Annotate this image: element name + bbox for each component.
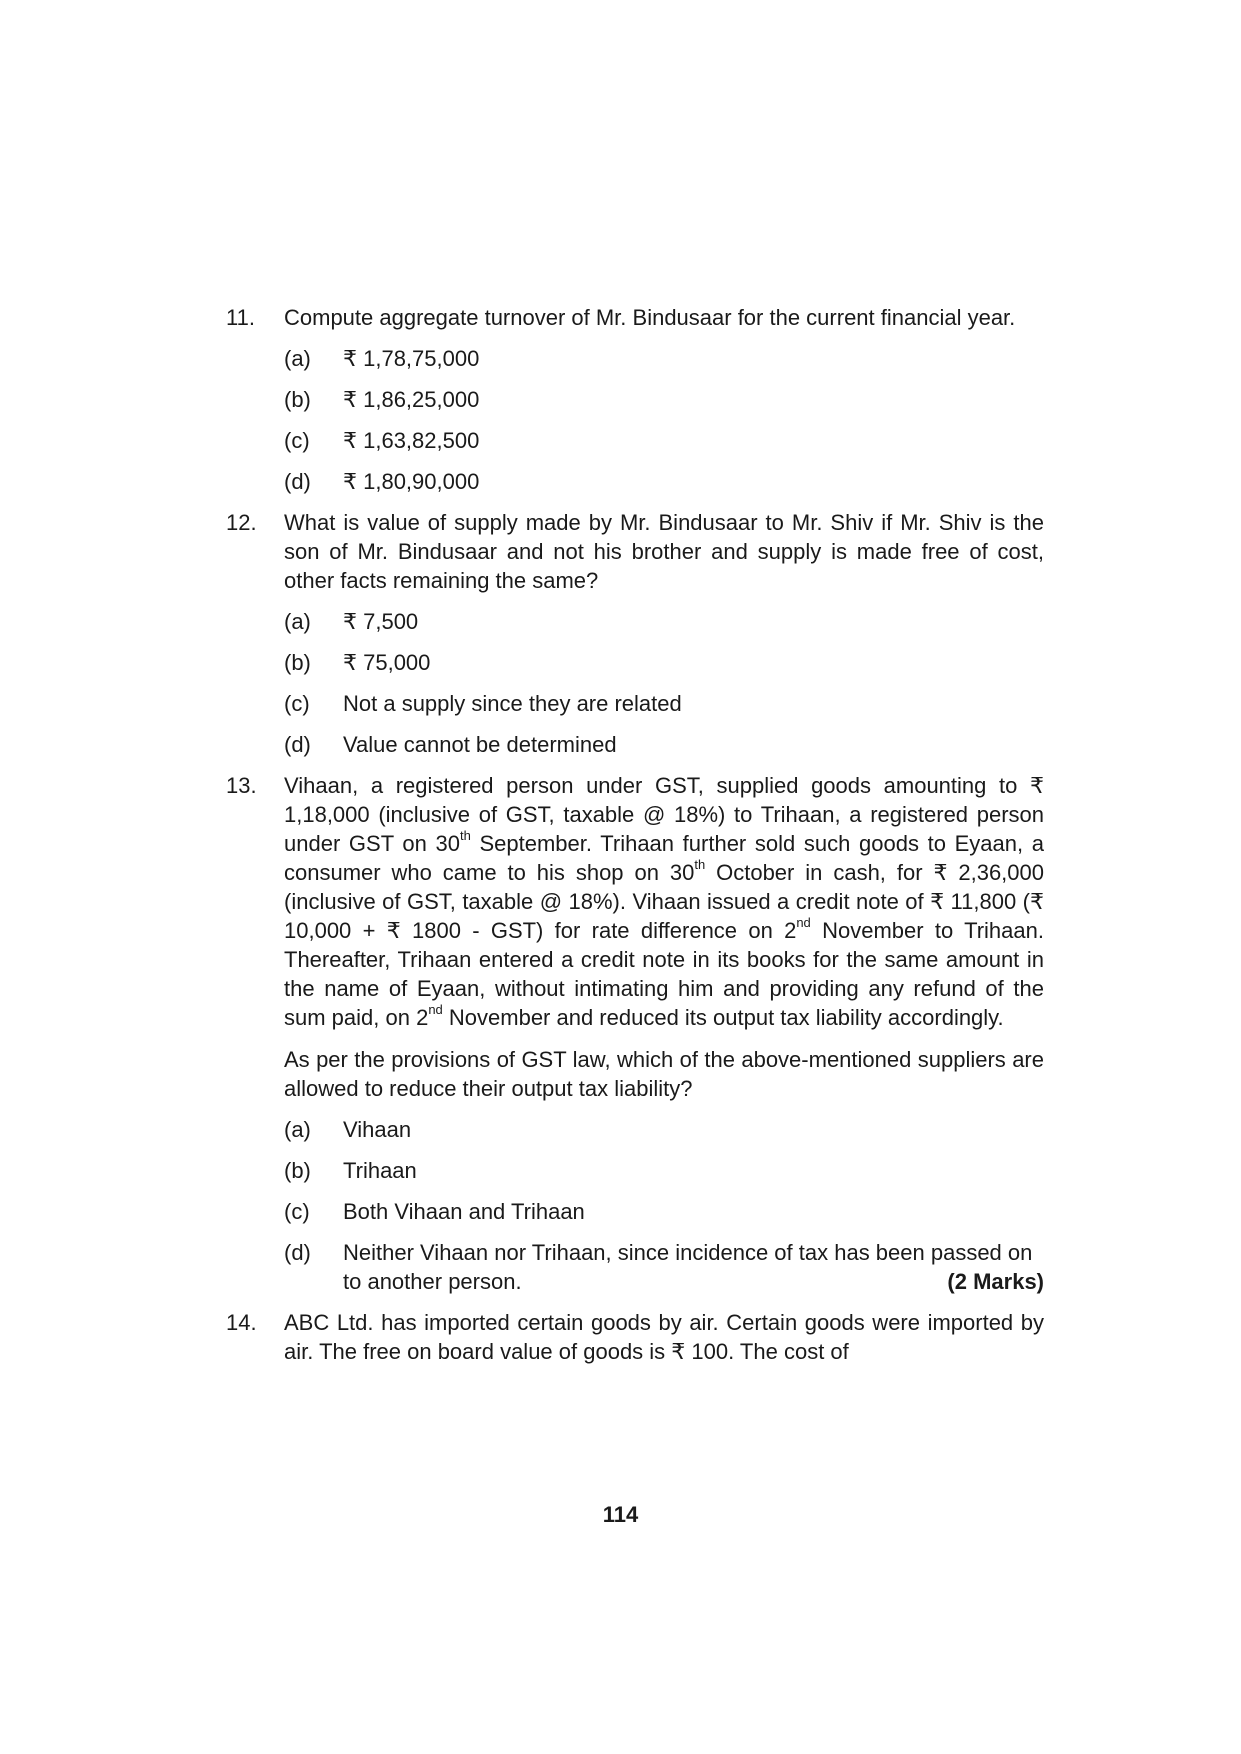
option-label: (b)	[284, 1158, 311, 1183]
ordinal-suffix: nd	[796, 914, 811, 930]
text-segment: November to Trihaan. Thereafter, Trihaan entered a credit note in its books for the same amount in the name of Eyaan, without intimating him and providing any refund of the sum paid, on 2	[284, 918, 1044, 1030]
option-b	[284, 1156, 1044, 1185]
option-text: ₹ 1,80,90,000	[343, 469, 480, 494]
question-12	[226, 508, 1044, 759]
option-text: ₹ 75,000	[343, 650, 431, 675]
ordinal-suffix: th	[459, 827, 471, 843]
question-prompt: As per the provisions of GST law, which of the above-mentioned suppliers are allowed to reduce their output tax liability?	[284, 1047, 1044, 1101]
option-list	[284, 607, 1044, 759]
question-13	[226, 771, 1044, 1296]
question-number: 11.	[226, 305, 255, 330]
option-text: ₹ 7,500	[343, 609, 419, 634]
option-text: Both Vihaan and Trihaan	[343, 1199, 585, 1224]
question-text: What is value of supply made by Mr. Bindusaar to Mr. Shiv if Mr. Shiv is the son of Mr. Bindusaar and not his brother and supply is made free of cost, other facts remaining the same?	[284, 510, 1044, 593]
option-text: Not a supply since they are related	[343, 691, 682, 716]
option-label: (d)	[284, 469, 311, 494]
option-b	[284, 385, 1044, 414]
option-a	[284, 1115, 1044, 1144]
text-segment: October in cash, for ₹ 2,36,000 (inclusive of GST, taxable @ 18%). Vihaan issued a credit note of ₹ 11,800 (₹ 10,000 + ₹ 1800 - GST) for rate difference on 2	[284, 860, 1044, 943]
option-label: (a)	[284, 609, 311, 634]
text-segment: September. Trihaan further sold such goods to Eyaan, a consumer who came to his shop on 30	[284, 831, 1044, 885]
option-list	[284, 1115, 1044, 1296]
option-label: (a)	[284, 346, 311, 371]
option-d	[284, 1238, 1044, 1296]
option-label: (d)	[284, 1240, 311, 1265]
option-text: ₹ 1,78,75,000	[343, 346, 480, 371]
option-list	[284, 344, 1044, 496]
text-segment: November and reduced its output tax liability accordingly.	[442, 1005, 1004, 1030]
option-d	[284, 467, 1044, 496]
option-text: ₹ 1,86,25,000	[343, 387, 480, 412]
question-11	[226, 303, 1044, 496]
text-segment: Vihaan, a registered person under GST, supplied goods amounting to ₹ 1,18,000 (inclusive of GST, taxable @ 18%) to Trihaan, a registered person under GST on 30	[284, 773, 1044, 856]
page-number: 114	[602, 1502, 639, 1527]
option-c	[284, 689, 1044, 718]
question-text	[284, 771, 1044, 1032]
option-label: (b)	[284, 650, 311, 675]
option-label: (c)	[284, 1199, 310, 1224]
option-label: (c)	[284, 691, 310, 716]
question-list	[226, 303, 1044, 1378]
option-label: (d)	[284, 732, 311, 757]
question-text: Compute aggregate turnover of Mr. Bindusaar for the current financial year.	[284, 305, 1016, 330]
option-label: (c)	[284, 428, 310, 453]
ordinal-suffix: nd	[428, 1001, 443, 1017]
option-a	[284, 344, 1044, 373]
question-number: 14.	[226, 1310, 257, 1335]
question-14	[226, 1308, 1044, 1366]
option-text: Neither Vihaan nor Trihaan, since incidence of tax has been passed on to another person.	[343, 1240, 1033, 1294]
ordinal-suffix: th	[694, 856, 706, 872]
option-b	[284, 648, 1044, 677]
option-text: Value cannot be determined	[343, 732, 617, 757]
option-a	[284, 607, 1044, 636]
question-number: 13.	[226, 773, 257, 798]
option-text: Vihaan	[343, 1117, 412, 1142]
option-d	[284, 730, 1044, 759]
option-c	[284, 1197, 1044, 1226]
question-number: 12.	[226, 510, 257, 535]
option-label: (b)	[284, 387, 311, 412]
option-text: ₹ 1,63,82,500	[343, 428, 480, 453]
marks-label: (2 Marks)	[947, 1269, 1044, 1294]
option-c	[284, 426, 1044, 455]
question-text: ABC Ltd. has imported certain goods by air. Certain goods were imported by air. The free on board value of goods is ₹ 100. The cost of	[284, 1310, 1044, 1364]
option-text: Trihaan	[343, 1158, 417, 1183]
option-label: (a)	[284, 1117, 311, 1142]
